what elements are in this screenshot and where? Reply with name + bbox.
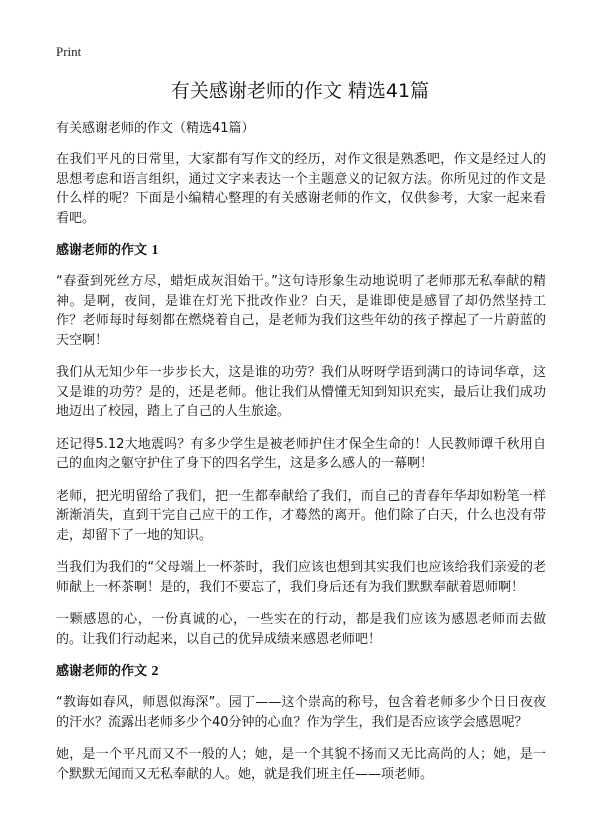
section-heading-text: 感谢老师的作文 xyxy=(56,664,148,679)
page-title: 有关感谢老师的作文 精选41篇 xyxy=(170,80,430,102)
paragraph: “教诲如春风，师恩似海深”。园丁——这个崇高的称号，包含着老师多少个日日夜夜的汗水？流露出老师多少个40分钟的心血？作为学生，我们是否应该学会感恩呢？ xyxy=(56,695,546,730)
section-heading-2 xyxy=(56,662,546,681)
article-body xyxy=(56,150,546,797)
section-heading-text: 感谢老师的作文 xyxy=(56,243,148,258)
paragraph: 当我们为我们的“父母端上一杯茶时，我们应该也想到其实我们也应该给我们亲爱的老师献上一杯茶啊！是的，我们不要忘了，我们身后还有为我们默默奉献着恩师啊！ xyxy=(56,560,546,595)
paragraph: “春蚕到死丝方尽，蜡炬成灰泪始干。”这句诗形象生动地说明了老师那无私奉献的精神。是啊，夜间，是谁在灯光下批改作业？白天，是谁即使是感冒了却仍然坚持工作？老师每时每刻都在燃烧着自己，是老师为我们这些年幼的孩子撑起了一片蔚蓝的天空啊！ xyxy=(56,274,546,348)
paragraph: 我们从无知少年一步步长大，这是谁的功劳？我们从呀呀学语到满口的诗词华章，这又是谁的功劳？是的，还是老师。他让我们从懵懂无知到知识充实，最后让我们成功地迈出了校园，踏上了自己的人生旅途。 xyxy=(56,365,546,419)
intro-paragraph: 在我们平凡的日常里，大家都有写作文的经历，对作文很是熟悉吧，作文是经过人的思想考虑和语言组织，通过文字来表达一个主题意义的记叙方法。你所见过的作文是什么样的呢？下面是小编精心整理的有关感谢老师的作文，仅供参考，大家一起来看看吧。 xyxy=(56,152,546,226)
section-heading-number: 1 xyxy=(151,243,159,258)
paragraph: 一颗感恩的心，一份真诚的心，一些实在的行动，都是我们应该为感恩老师而去做的。让我们行动起来，以自己的优异成绩来感恩老师吧！ xyxy=(56,612,546,647)
section-heading-1 xyxy=(56,241,546,260)
article-subtitle: 有关感谢老师的作文（精选41篇） xyxy=(56,121,255,136)
print-link[interactable]: Print xyxy=(56,44,82,59)
paragraph: 还记得5.12大地震吗？有多少学生是被老师护住才保全生命的！人民教师谭千秋用自己的血肉之躯守护住了身下的四名学生，这是多么感人的一幕啊！ xyxy=(56,436,546,471)
paragraph: 老师，把光明留给了我们，把一生都奉献给了我们，而自己的青春年华却如粉笔一样渐渐消失，直到干完自己应干的工作，才蓦然的离开。他们除了白天，什么也没有带走，却留下了一地的知识。 xyxy=(56,488,546,543)
section-heading-number: 2 xyxy=(151,664,159,679)
paragraph: 她，是一个平凡而又不一般的人；她，是一个其貌不扬而又无比高尚的人；她，是一个默默无闻而又无私奉献的人。她，就是我们班主任——项老师。 xyxy=(56,747,546,782)
